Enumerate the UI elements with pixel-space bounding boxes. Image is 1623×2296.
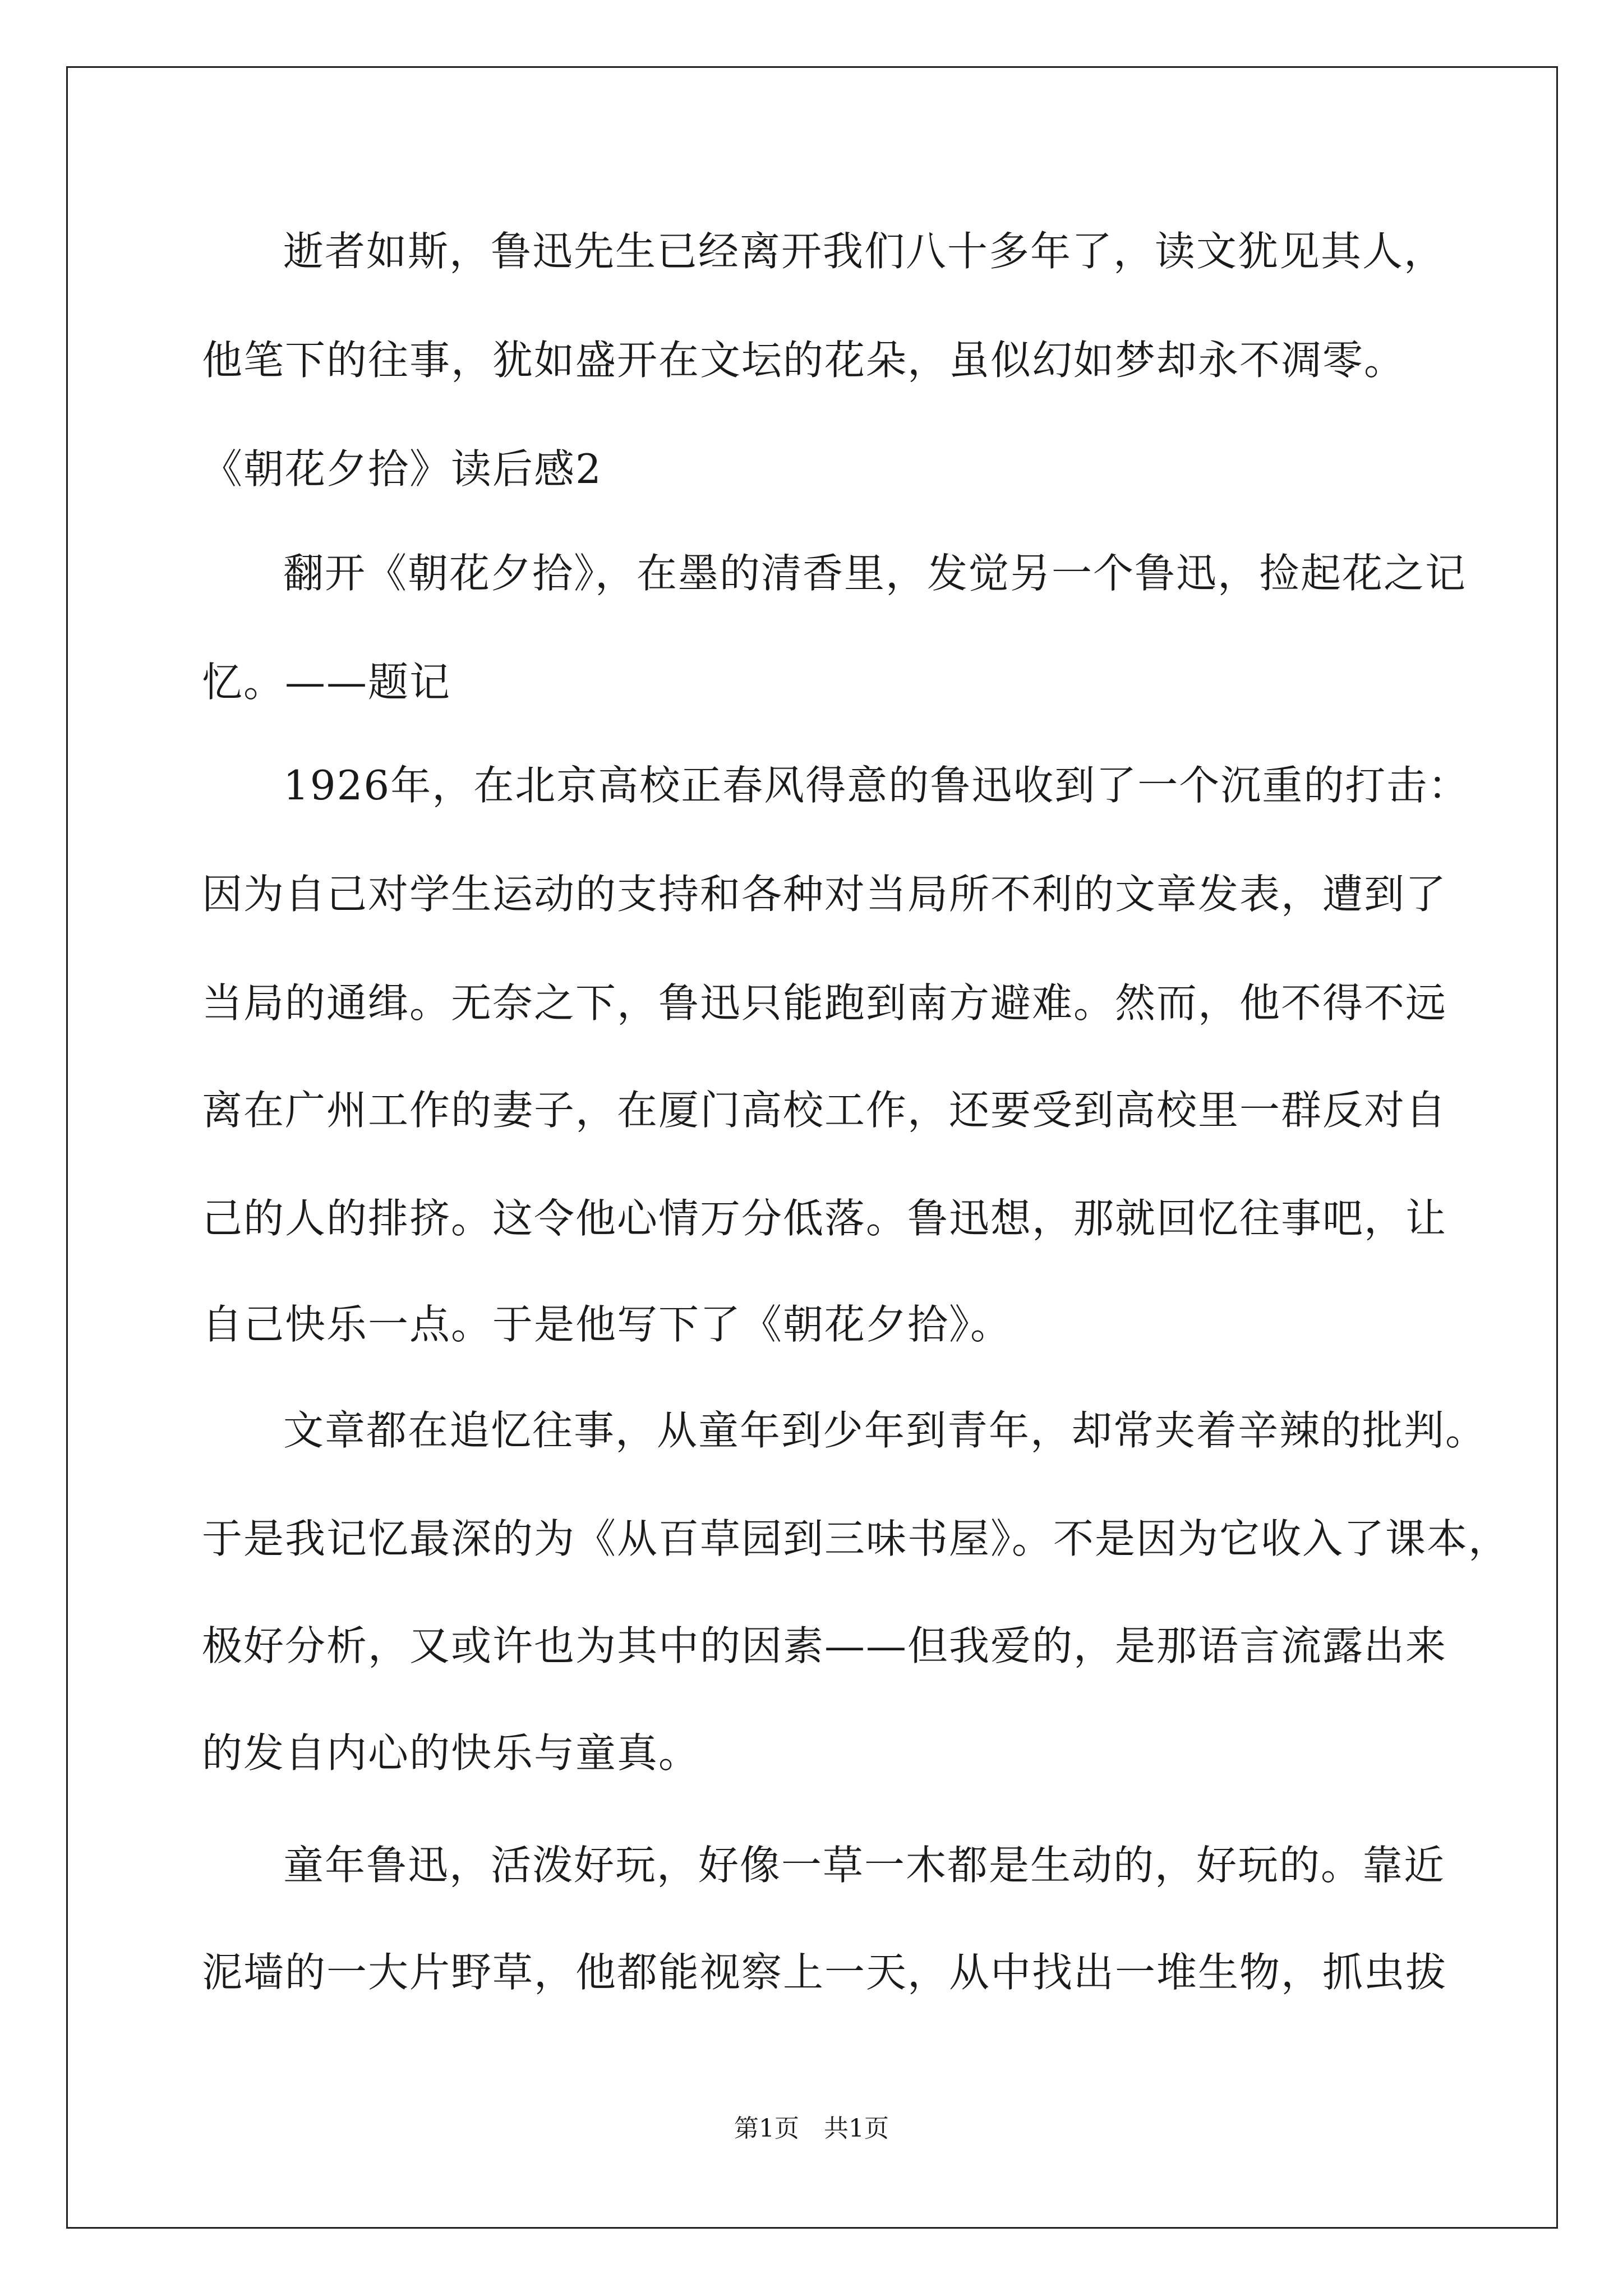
paragraph-line: 于是我记忆最深的为《从百草园到三味书屋》。不是因为它收入了课本， [202,1515,1510,1562]
paragraph-line: 因为自己对学生运动的支持和各种对当局所不利的文章发表，遭到了 [202,871,1447,918]
paragraph-line: 他笔下的往事，犹如盛开在文坛的花朵，虽似幻如梦却永不凋零。 [202,337,1406,384]
paragraph-line: 童年鲁迅，活泼好玩，好像一草一木都是生动的，好玩的。靠近 [283,1842,1446,1889]
paragraph-line: 己的人的排挤。这令他心情万分低落。鲁迅想，那就回忆往事吧，让 [202,1195,1447,1242]
paragraph-line: 翻开《朝花夕拾》，在墨的清香里，发觉另一个鲁迅，捡起花之记 [283,550,1467,597]
paragraph-line: 离在广州工作的妻子，在厦门高校工作，还要受到高校里一群反对自 [202,1087,1447,1134]
paragraph-line: 当局的通缉。无奈之下，鲁迅只能跑到南方避难。然而，他不得不远 [202,979,1447,1027]
section-heading: 《朝花夕拾》读后感2 [202,445,602,493]
paragraph-line: 自己快乐一点。于是他写下了《朝花夕拾》。 [202,1301,1012,1348]
paragraph-line: 的发自内心的快乐与童真。 [202,1729,700,1777]
paragraph-line: 忆。——题记 [202,659,451,706]
paragraph-line: 泥墙的一大片野草，他都能视察上一天，从中找出一堆生物，抓虫拔 [202,1949,1447,1996]
paragraph-line: 逝者如斯，鲁迅先生已经离开我们八十多年了，读文犹见其人， [283,228,1446,275]
paragraph-line: 1926年，在北京高校正春风得意的鲁迅收到了一个沉重的打击： [283,762,1470,809]
paragraph-line: 极好分析，又或许也为其中的因素——但我爱的，是那语言流露出来 [202,1622,1447,1669]
page-border [66,66,1558,2229]
page-footer: 第1页 共1页 [734,2114,889,2143]
paragraph-line: 文章都在追忆往事，从童年到少年到青年，却常夹着辛辣的批判。 [283,1407,1487,1454]
